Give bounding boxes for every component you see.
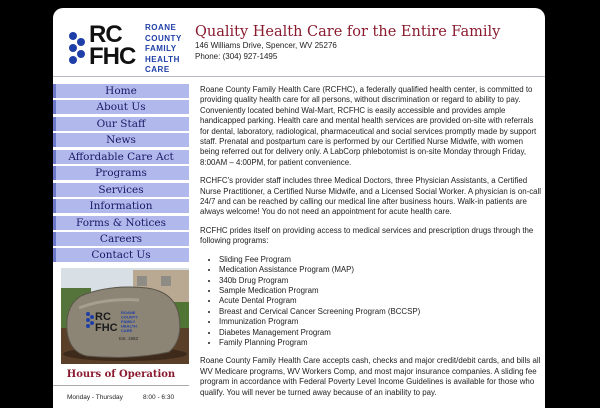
payment-paragraph: Roane County Family Health Care accepts cash, checks and major credit/debit cards, and bills all WV Medicare programs, WV Workers Comp, and most major insurance companies. A sliding fee program in accordance with Federal Poverty Level Income Guidelines is available for those who qualify. You will never be turned away because of an inability to pay. xyxy=(200,356,541,397)
programs-list xyxy=(200,255,542,349)
hours-time: 8:00 - 6:30 xyxy=(143,394,175,401)
nav-item-services[interactable]: Services xyxy=(53,183,189,197)
list-item: • Diabetes Management Program xyxy=(219,328,542,338)
sign-word: HEALTH xyxy=(121,323,137,329)
nav-item-careers[interactable]: Careers xyxy=(53,232,189,246)
hours-divider xyxy=(53,385,189,386)
programs-intro: RCFHC prides itself on providing access to medical services and prescription drugs through the following programs: xyxy=(200,225,534,246)
hours-days: Monday - Thursday xyxy=(67,394,123,401)
list-item: • Sample Medication Program xyxy=(219,286,542,296)
nav-item-home[interactable]: Home xyxy=(53,84,189,98)
page-container xyxy=(53,8,545,408)
logo-rc: RC xyxy=(89,21,122,48)
nav-item-news[interactable]: News xyxy=(53,133,189,147)
logo-words: ROANE COUNTY FAMILY HEALTH CARE xyxy=(145,23,182,74)
nav-item-contact-us[interactable]: Contact Us xyxy=(53,248,189,262)
sign-word: FAMILY xyxy=(121,319,136,324)
logo-fhc: FHC xyxy=(89,43,136,70)
main-content xyxy=(200,85,542,406)
main-nav xyxy=(53,84,189,265)
list-item: • Family Planning Program xyxy=(219,338,542,348)
list-item: • Sliding Fee Program xyxy=(219,255,542,265)
page-title: Quality Health Care for the Entire Family xyxy=(195,24,501,40)
nav-item-about-us[interactable]: About Us xyxy=(53,100,189,114)
clinic-sign-photo xyxy=(61,268,189,364)
list-item: • Medication Assistance Program (MAP) xyxy=(219,265,542,275)
staff-paragraph: RCHFC's provider staff includes three Medical Doctors, three Physician Assistants, a Certified Nurse Practitioner, a Certified Nurse Midwife, and a Licensed Social Worker. A physician is on-call 24/7 and can be reached by calling our medical line after business hours. Walk-in patients are always welcome! You do not need an appointment for acute health care. xyxy=(200,176,542,217)
intro-paragraph: Roane County Family Health Care (RCFHC), a federally qualified health center, is committed to providing quality health care for all persons, without discrimination or regard to ability to pay. Conveniently located behind Wal-Mart, RCFHC is easily accessible and provides ample handicapped parking. Health care and mental health services are provided on-site with referrals for dental, laboratory, radiological, pharmaceutical and social services promptly made by support staff. Prenatal and postpartum care is performed by our Certified Nurse Midwife, with women being referred out for delivery only. A LabCorp phlebotomist is on-site Monday through Friday, 8:00AM – 4:00PM, for patient convenience. xyxy=(200,85,537,167)
sign-est: Est. 1983 xyxy=(119,336,139,341)
nav-item-programs[interactable]: Programs xyxy=(53,166,189,180)
sign-word: CARE xyxy=(121,328,133,333)
nav-item-information[interactable]: Information xyxy=(53,199,189,213)
sign-fhc: FHC xyxy=(95,322,118,334)
sign-rc: RC xyxy=(95,311,111,323)
hours-title: Hours of Operation xyxy=(66,369,176,380)
phone-text: Phone: (304) 927-1495 xyxy=(195,52,278,61)
site-logo[interactable] xyxy=(67,21,182,74)
list-item: • Breast and Cervical Cancer Screening Program (BCCSP) xyxy=(219,307,542,317)
list-item: • Immunization Program xyxy=(219,317,542,327)
address-text: 146 Williams Drive, Spencer, WV 25276 xyxy=(195,41,337,50)
logo-dots-icon xyxy=(67,28,87,68)
nav-item-affordable-care-act[interactable]: Affordable Care Act xyxy=(53,150,189,164)
sign-word: ROANE xyxy=(121,310,136,315)
nav-item-forms-notices[interactable]: Forms & Notices xyxy=(53,216,189,230)
list-item: • 340b Drug Program xyxy=(219,276,542,286)
nav-item-our-staff[interactable]: Our Staff xyxy=(53,117,189,131)
list-item: • Acute Dental Program xyxy=(219,296,542,306)
sign-word: COUNTY xyxy=(121,314,138,320)
header-divider xyxy=(53,76,545,77)
